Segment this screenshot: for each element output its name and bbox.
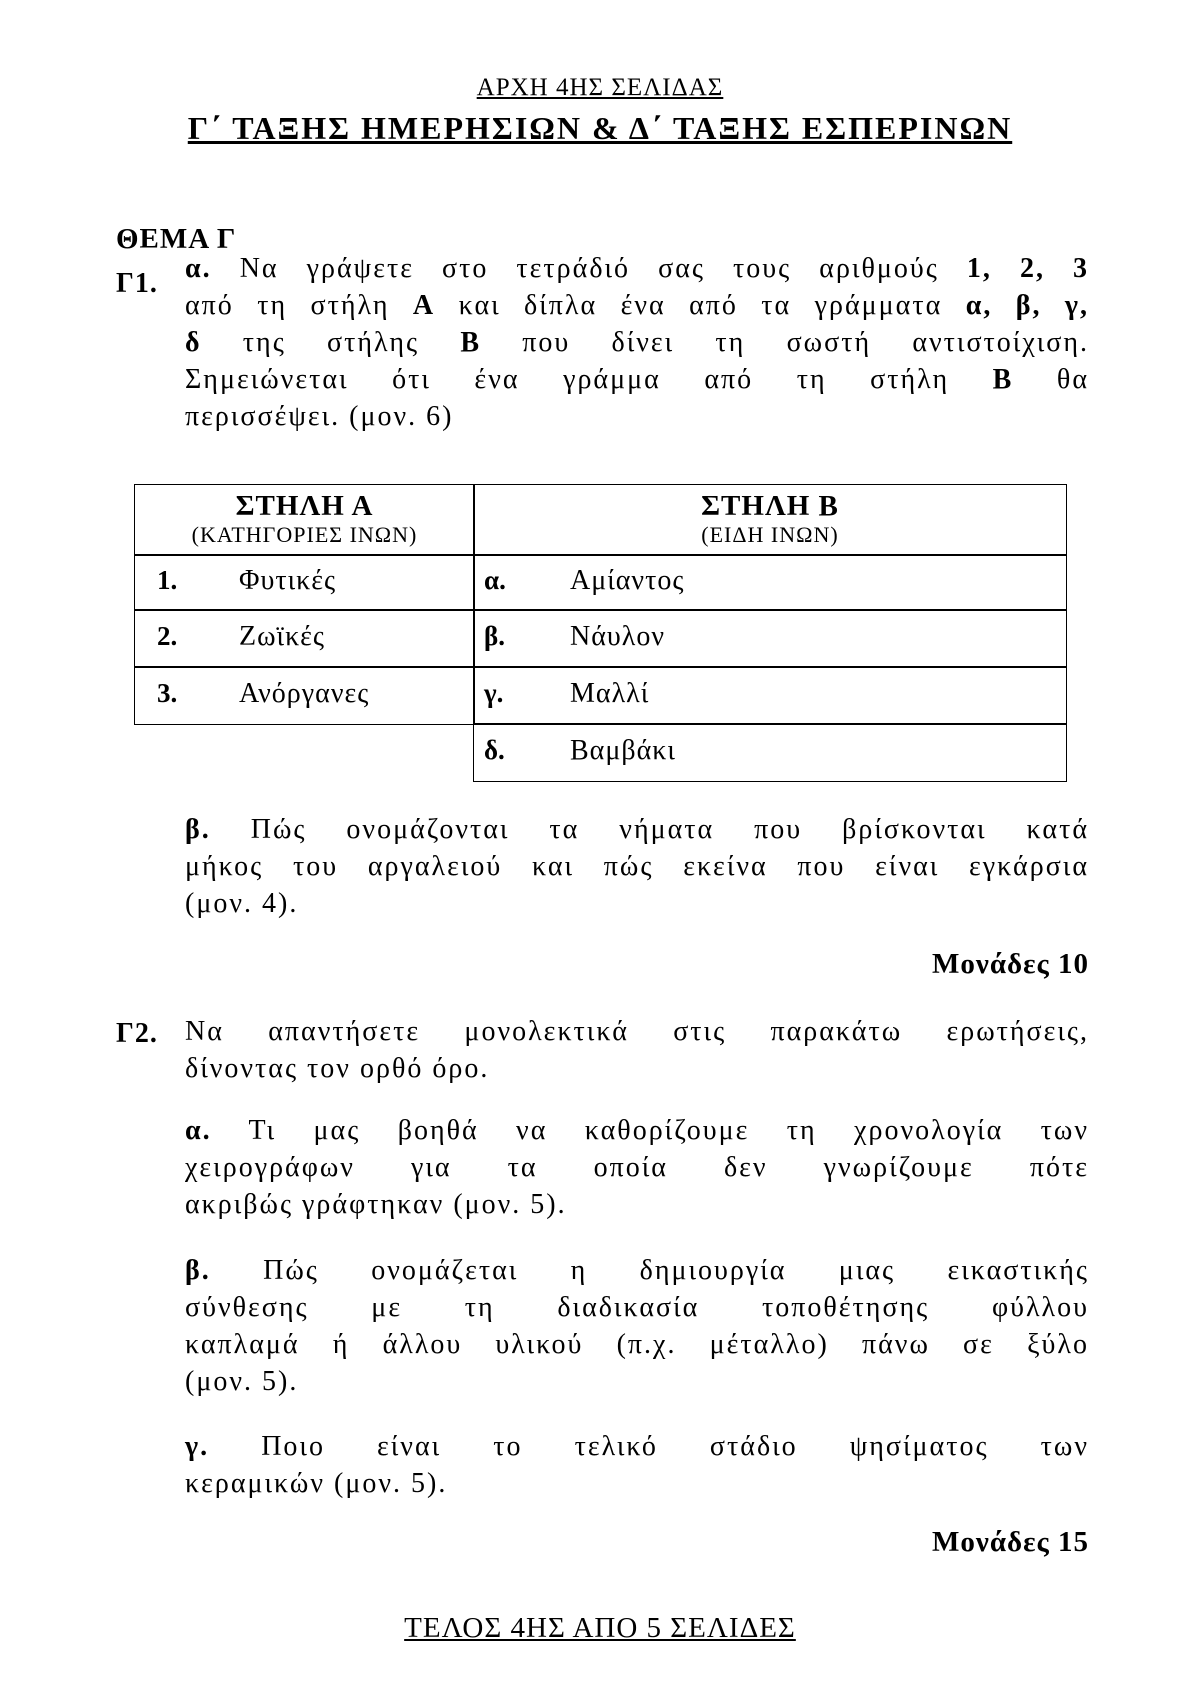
g2-intro-text-1: Να απαντήσετε μονολεκτικά στις παρακάτω ερωτήσεις, [185,1016,1089,1047]
col-b-row-4-letter: δ. [484,735,505,765]
g2c-text-2: κεραμικών (μον. 5). [185,1468,448,1499]
g1b-text-2: μήκος του αργαλειού και πώς εκείνα που είναι εγκάρσια [185,851,1089,882]
g1a-text-4: της στήλης [242,327,420,358]
g2a-text-2: χειρογράφων για τα οποία δεν γνωρίζουμε πότε [185,1152,1089,1183]
g1a-col-a-ref: Α [412,290,436,321]
g1a-letters: α, β, γ, [965,290,1090,321]
col-b-row-4 [473,723,1067,782]
g2b-text-3: καπλαμά ή άλλου υλικού (π.χ. μέταλλο) πάνω σε ξύλο [185,1329,1089,1360]
g2c-letter: γ. [185,1431,210,1462]
col-b-row-4-text: Βαμβάκι [570,735,676,766]
col-b-row-3 [473,666,1067,725]
g2b-text-1: Πώς ονομάζεται η δημιουργία μιας εικαστικής [263,1255,1089,1286]
g1a-text-5: που δίνει τη σωστή αντιστοίχιση. [522,327,1090,358]
g1b-text-1: Πώς ονομάζονται τα νήματα που βρίσκονται κατά [250,814,1089,845]
g2b-text-2: σύνθεσης με τη διαδικασία τοποθέτησης φύλλου [185,1292,1089,1323]
g2a-line-1 [185,1112,1089,1149]
col-a-row-1-num: 1. [157,565,178,595]
col-b-row-2-letter: β. [484,621,505,651]
col-a-row-2-num: 2. [157,621,178,651]
g1a-delta: δ [185,327,202,358]
g1a-letter: α. [185,253,212,284]
g2b-line-3 [185,1326,1089,1363]
col-a-title: ΣΤΗΛΗ Α [235,490,374,522]
g1-points: Μονάδες 10 [932,948,1089,980]
question-g1-number: Γ1. [116,268,158,299]
question-g2c-text [185,1428,1089,1502]
col-a-row-1-text: Φυτικές [239,565,337,596]
g1a-col-b-ref-2: Β [992,364,1014,395]
g2-intro-line-2 [185,1050,1089,1087]
col-b-row-1-text: Αμίαντος [570,565,685,596]
exam-class-title: Γ΄ ΤΑΞΗΣ ΗΜΕΡΗΣΙΩΝ & Δ΄ ΤΑΞΗΣ ΕΣΠΕΡΙΝΩΝ [187,110,1013,146]
col-b-header-cell [473,484,1067,556]
col-b-row-1 [473,554,1067,611]
question-g2-number: Γ2. [116,1018,158,1049]
question-g2a-text [185,1112,1089,1223]
g2b-line-2 [185,1289,1089,1326]
col-a-row-2-text: Ζωϊκές [239,621,326,652]
col-a-header-cell [134,484,475,556]
g1a-text-8: περισσέψει. (μον. 6) [185,401,454,432]
g2-points: Μονάδες 15 [932,1526,1089,1558]
g2c-line-2 [185,1465,1089,1502]
g1a-text-1: Να γράψετε στο τετράδιό σας τους αριθμούς [239,253,939,284]
g1b-line-1 [185,811,1089,848]
page-start-marker: ΑΡΧΗ 4ΗΣ ΣΕΛΙΔΑΣ [476,74,724,101]
g1a-line-4 [185,361,1089,398]
col-b-row-1-letter: α. [484,565,506,595]
g2a-line-2 [185,1149,1089,1186]
question-g2-intro [185,1013,1089,1087]
g1a-numbers: 1, 2, 3 [966,253,1090,284]
page-end-marker: ΤΕΛΟΣ 4ΗΣ ΑΠΟ 5 ΣΕΛΙΔΕΣ [404,1612,796,1644]
g1a-text-7: θα [1056,364,1090,395]
g1a-col-b-ref: Β [460,327,482,358]
g1a-line-5 [185,398,1089,435]
g1b-line-3 [185,885,1089,922]
col-b-row-3-text: Μαλλί [570,678,650,709]
col-a-row-1 [134,554,475,611]
g1b-line-2 [185,848,1089,885]
question-g1b-text [185,811,1089,922]
g1a-text-2: από τη στήλη [185,290,390,321]
col-a-row-3 [134,666,475,725]
col-b-row-3-letter: γ. [484,678,504,708]
g1a-line-1 [185,250,1089,287]
g2a-line-3 [185,1186,1089,1223]
g2a-letter: α. [185,1115,212,1146]
g2b-text-4: (μον. 5). [185,1366,299,1397]
col-b-row-2-text: Νάυλον [570,621,665,652]
g1b-text-3: (μον. 4). [185,888,299,919]
g2-intro-text-2: δίνοντας τον ορθό όρο. [185,1053,490,1084]
g1a-text-3: και δίπλα ένα από τα γράμματα [458,290,943,321]
question-g1a-text [185,250,1089,435]
g1a-line-3 [185,324,1089,361]
g2b-line-4 [185,1363,1089,1400]
question-g2b-text [185,1252,1089,1400]
g2a-text-1: Τι μας βοηθά να καθορίζουμε τη χρονολογία των [248,1115,1089,1146]
g1a-text-6: Σημειώνεται ότι ένα γράμμα από τη στήλη [185,364,950,395]
col-a-row-3-text: Ανόργανες [239,678,370,709]
col-a-row-3-num: 3. [157,678,178,708]
theme-heading: ΘΕΜΑ Γ [116,223,237,255]
g2a-text-3: ακριβώς γράφτηκαν (μον. 5). [185,1189,567,1220]
col-a-subtitle: (ΚΑΤΗΓΟΡΙΕΣ ΙΝΩΝ) [191,522,418,547]
g2c-text-1: Ποιο είναι το τελικό στάδιο ψησίματος των [261,1431,1089,1462]
g1a-line-2 [185,287,1089,324]
col-b-row-2 [473,609,1067,668]
g2c-line-1 [185,1428,1089,1465]
col-b-title: ΣΤΗΛΗ Β [701,490,839,522]
g1b-letter: β. [185,814,211,845]
g2-intro-line-1 [185,1013,1089,1050]
col-a-row-2 [134,609,475,668]
g2b-line-1 [185,1252,1089,1289]
g2b-letter: β. [185,1255,211,1286]
col-b-subtitle: (ΕΙΔΗ ΙΝΩΝ) [701,522,839,547]
